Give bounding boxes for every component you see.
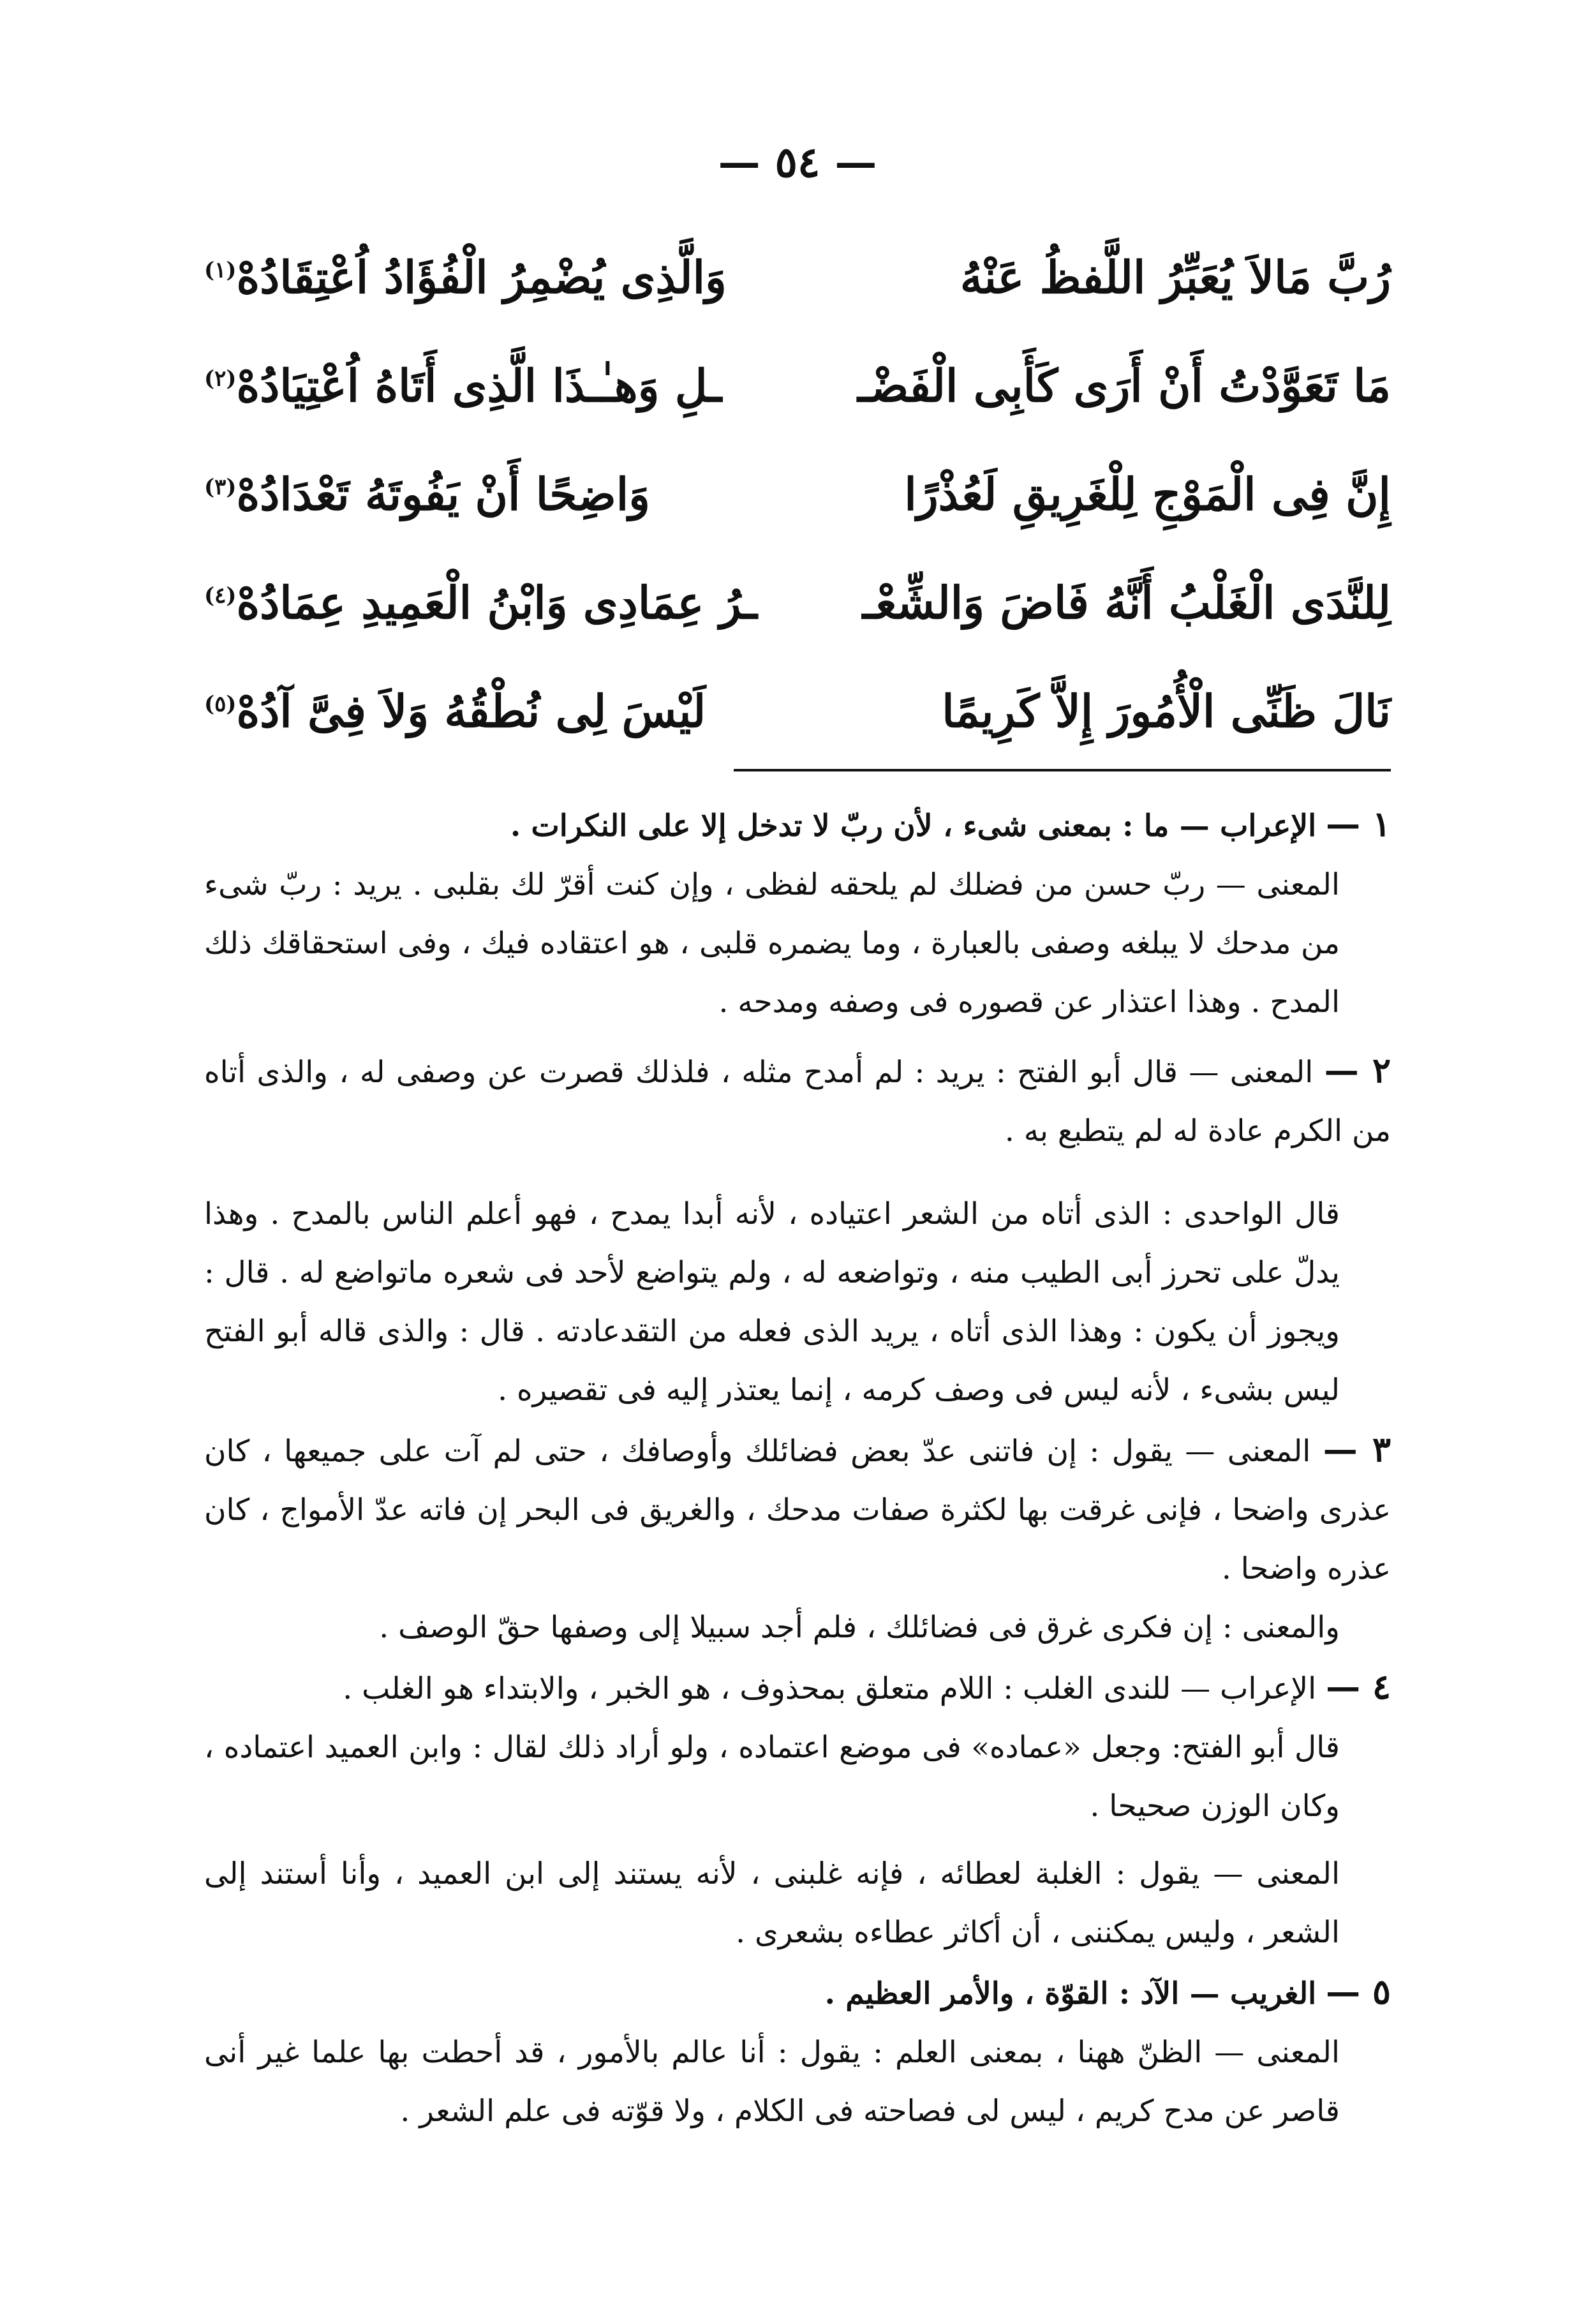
verse-first-hemistich: إِنَّ فِى الْمَوْجِ لِلْغَرِيقِ لَعُذْرًا [904,468,1391,521]
footnote-marker: (٤) [204,583,237,609]
page-number: — ٥٤ — [718,137,877,187]
footnote-paragraph [204,794,1391,856]
verse-first-hemistich: نَالَ ظَنِّى الْأُمُورَ إِلاَّ كَرِيمًا [942,685,1391,738]
footnote-text: قال أبو الفتح: وجعل «عماده» فى موضع اعتماده ، ولو أراد ذلك لقال : وابن العميد اعتماده ، وكان الوزن صحيحا . [204,1730,1340,1824]
footnote-number: ٥ — [1326,1971,1391,2012]
footnote-number: ٤ — [1326,1666,1391,1707]
verse-line [204,657,1391,766]
footnote-marker: (٢) [204,366,237,392]
verse-second-hemistich-text: لَيْسَ لِى نُطْقُهُ وَلاَ فِىَّ آدُهْ [236,685,706,738]
footnote-text: المعنى — قال أبو الفتح : يريد : لم أمدح مثله ، فلذلك قصرت عن وصفى له ، والذى أتاه من الكرم عادة له لم يتطبع به . [204,1055,1391,1149]
verse-line [204,223,1391,332]
footnote-text: الإعراب — ما : بمعنى شىء ، لأن ربّ لا تدخل إلا على النكرات . [510,808,1317,844]
footnote-number: ٣ — [1323,1429,1391,1470]
verse-first-hemistich: مَا تَعَوَّدْتُ أَنْ أَرَى كَأَبِى الْفَضْـ [857,359,1391,412]
footnote-paragraph [204,2023,1391,2141]
verse-second-hemistich [204,440,650,549]
verse-second-hemistich [204,223,727,332]
verse-second-hemistich-text: ـلِ وَهـٰـذَا الَّذِى أَتَاهُ اُعْتِيَادُهْ [236,359,722,412]
footnote-text: والمعنى : إن فكرى غرق فى فضائلك ، فلم أجد سبيلا إلى وصفها حقّ الوصف . [379,1610,1340,1645]
footnote-text: قال الواحدى : الذى أتاه من الشعر اعتياده ، لأنه أبدا يمدح ، فهو أعلم الناس بالمدح . وهذا يدلّ على تحرز أبى الطيب منه ، وتواضعه له ، ولم يتواضع لأحد فى شعره ماتواضع له . قال : ويجوز أن يكون : وهذا الذى أتاه ، يريد الذى فعله من التقدعادته . قال : والذى قاله أبو الفتح ليس بشىء ، لأنه ليس فى وصف كرمه ، إنما يعتذر إليه فى تقصيره . [204,1196,1340,1408]
verse-second-hemistich [204,549,757,657]
footnotes [204,794,1391,2141]
footnote-text: المعنى — يقول : الغلبة لعطائه ، فإنه غلبنى ، لأنه يستند إلى ابن العميد ، وأنا أستند إلى الشعر ، وليس يمكننى ، أن أكاثر عطاءه بشعرى . [204,1856,1340,1950]
footnote-text: المعنى — الظنّ ههنا ، بمعنى العلم : يقول : أنا عالم بالأمور ، قد أحطت بها علما غير أنى قاصر عن مدح كريم ، ليس لى فصاحته فى الكلام ، ولا قوّته فى علم الشعر . [204,2035,1340,2129]
verse-line [204,549,1391,657]
footnote-marker: (٥) [204,691,237,717]
footnote-paragraph [204,1718,1391,1836]
verse-second-hemistich [204,332,722,440]
footnote-paragraph [204,1598,1391,1657]
footnote-paragraph [204,1657,1391,1718]
footnote-paragraph [204,1420,1391,1598]
footnote-text: المعنى — ربّ حسن من فضلك لم يلحقه لفظى ، وإن كنت أقرّ لك بقلبى . يريد : ربّ شىء من مدحك لا يبلغه وصفى بالعبارة ، وما يضمره قلبى ، هو اعتقاده فيك ، وفى استحقاقك ذلك المدح . وهذا اعتذار عن قصوره فى وصفه ومدحه . [204,867,1340,1020]
footnote-paragraph [204,1962,1391,2023]
verse-second-hemistich-text: وَالَّذِى يُضْمِرُ الْفُؤَادُ اُعْتِقَادُهْ [236,251,727,304]
footnote-paragraph [204,1041,1391,1161]
verse-line [204,332,1391,440]
footnote-paragraph [204,1185,1391,1420]
footnote-paragraph [204,1845,1391,1962]
footnote-text: الغريب — الآد : القوّة ، والأمر العظيم . [824,1976,1317,2011]
verse-second-hemistich-text: وَاضِحًا أَنْ يَفُوتَهُ تَعْدَادُهْ [236,468,650,521]
footnote-marker: (٣) [204,474,237,500]
footnote-text: الإعراب — للندى الغلب : اللام متعلق بمحذوف ، هو الخبر ، والابتداء هو الغلب . [343,1671,1317,1706]
footnote-number: ١ — [1326,803,1391,844]
verse-line [204,440,1391,549]
footnote-separator [734,769,1391,771]
verse-first-hemistich: لِلنَّدَى الْغَلْبُ أَنَّهُ فَاضَ وَالشِّعْـ [862,576,1391,629]
verse-second-hemistich-text: ـرُ عِمَادِى وَابْنُ الْعَمِيدِ عِمَادُهْ [236,576,757,629]
verse-second-hemistich [204,657,706,766]
verse-first-hemistich: رُبَّ مَالاَ يُعَبِّرُ اللَّفظُ عَنْهُ [960,251,1391,304]
footnote-marker: (١) [204,257,237,283]
footnote-paragraph [204,856,1391,1032]
footnote-number: ٢ — [1324,1050,1391,1091]
footnote-text: المعنى — يقول : إن فاتنى عدّ بعض فضائلك وأوصافك ، حتى لم آت على جميعها ، كان عذرى واضحا ، فإنى غرقت بها لكثرة صفات مدحك ، والغريق فى البحر إن فاته عدّ الأمواج ، كان عذره واضحا . [204,1434,1391,1586]
poem-verses [204,223,1391,766]
